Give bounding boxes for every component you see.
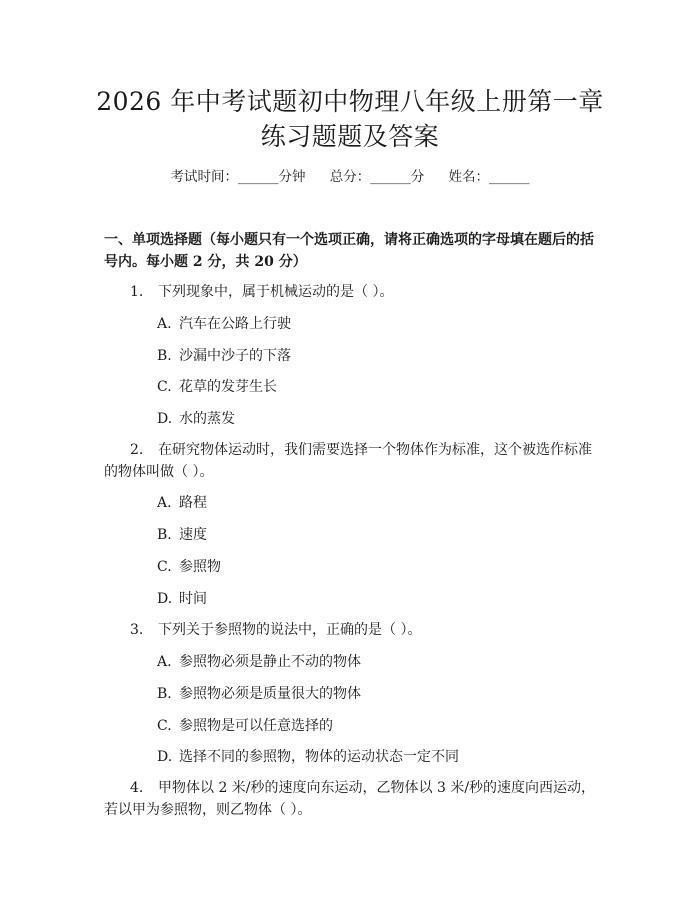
question-text: 甲物体以 2 米/秒的速度向东运动，乙物体以 3 米/秒的速度向西运动，若以甲为参照物，则乙物体（ ）。 [104,780,596,818]
student-name-label: 姓名： [448,169,490,185]
option-letter: B. [157,686,172,702]
total-score-unit: 分 [410,169,425,185]
document-title-line-2: 练习题题及答案 [260,122,440,151]
option-letter: C. [157,379,172,395]
exam-time-blank: ______ [237,169,279,185]
option-letter: B. [157,527,172,543]
option-letter: A. [157,316,172,332]
question-2-option-b [157,524,207,546]
question-text: 在研究物体运动时，我们需要选择一个物体作为标准，这个被选作标准的物体叫做（ ）。 [104,442,592,480]
option-letter: D. [157,591,173,607]
total-score-field [330,169,429,185]
question-1-option-d [157,408,235,430]
option-text: 时间 [179,591,207,607]
question-2-option-d [157,588,207,610]
exam-time-field [170,169,309,185]
question-4 [104,777,602,821]
question-3-option-d [157,746,459,768]
option-letter: B. [157,348,172,364]
question-3 [104,619,602,641]
question-3-option-b [157,683,361,705]
question-2 [104,439,602,483]
student-name-field [449,169,530,185]
question-number: 4. [130,780,144,796]
option-text: 水的蒸发 [179,411,235,427]
option-letter: C. [157,718,172,734]
student-name-blank: ______ [489,169,530,185]
option-text: 参照物 [179,559,221,575]
question-2-option-a [157,492,207,514]
question-2-option-c [157,556,221,578]
question-1-option-a [157,313,291,335]
question-number: 3. [130,622,144,638]
option-text: 速度 [179,527,207,543]
option-letter: D. [157,411,173,427]
exam-time-label: 考试时间： [170,169,238,185]
question-3-option-c [157,715,333,737]
option-text: 沙漏中沙子的下落 [179,348,291,364]
option-text: 参照物必须是质量很大的物体 [179,686,361,702]
option-text: 选择不同的参照物，物体的运动状态一定不同 [179,749,459,765]
option-text: 参照物是可以任意选择的 [179,718,333,734]
option-text: 路程 [179,495,207,511]
option-letter: C. [157,559,172,575]
option-letter: A. [157,495,172,511]
option-letter: A. [157,654,172,670]
option-text: 参照物必须是静止不动的物体 [179,654,361,670]
question-number: 2. [130,442,144,458]
question-text: 下列关于参照物的说法中，正确的是（ ）。 [158,622,422,638]
question-3-option-a [157,651,361,673]
question-1-option-b [157,345,291,367]
option-text: 花草的发芽生长 [179,379,277,395]
document-title-line-1: 2026 年中考试题初中物理八年级上册第一章 [96,87,604,116]
section-heading: 一、单项选择题（每小题只有一个选项正确，请将正确选项的字母填在题后的括号内。每小题 2 分，共 20 分） [104,232,594,270]
option-text: 汽车在公路上行驶 [179,316,291,332]
total-score-blank: ______ [370,169,411,185]
exam-time-unit: 分钟 [278,169,306,185]
total-score-label: 总分： [329,169,371,185]
question-number: 1. [130,284,144,300]
question-text: 下列现象中，属于机械运动的是（ ）。 [158,284,394,300]
question-1 [104,281,602,303]
option-letter: D. [157,749,173,765]
question-1-option-c [157,376,277,398]
exam-info-line [0,167,700,187]
